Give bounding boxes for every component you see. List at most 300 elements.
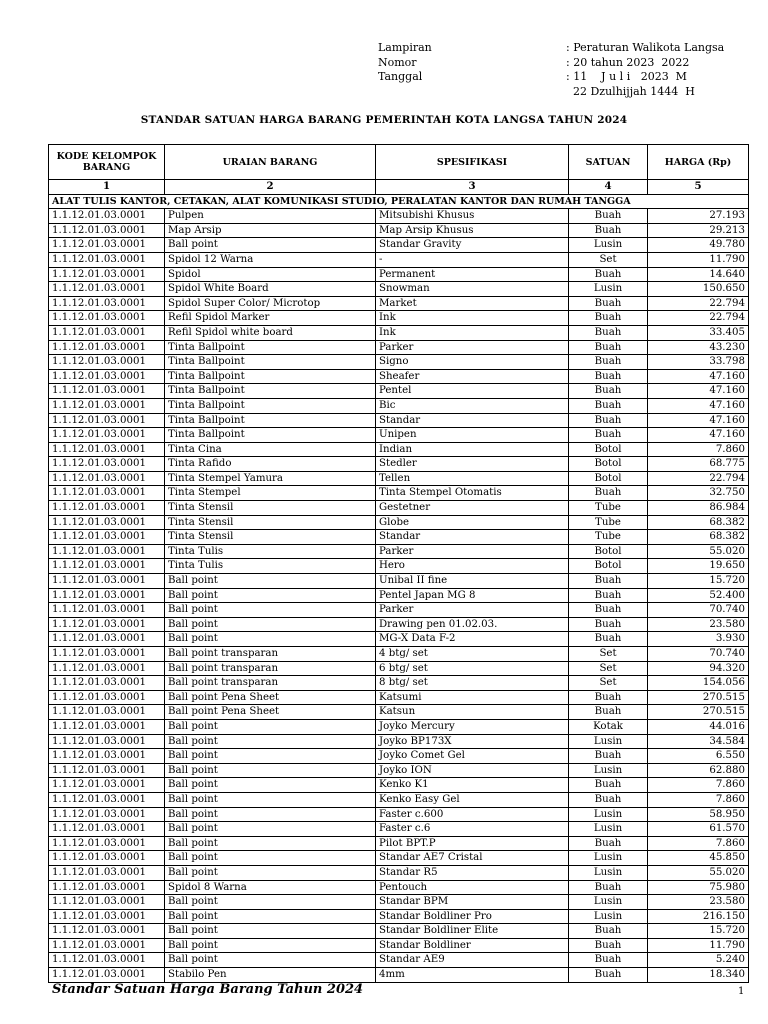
cell-satuan: Buah bbox=[569, 603, 648, 618]
cell-kode: 1.1.12.01.03.0001 bbox=[49, 705, 165, 720]
cell-kode: 1.1.12.01.03.0001 bbox=[49, 909, 165, 924]
cell-satuan: Buah bbox=[569, 223, 648, 238]
table-row bbox=[49, 632, 749, 647]
cell-harga: 14.640 bbox=[648, 267, 749, 282]
header-label: Lampiran bbox=[378, 41, 432, 54]
cell-harga: 61.570 bbox=[648, 822, 749, 837]
cell-satuan: Tube bbox=[569, 530, 648, 545]
cell-satuan: Buah bbox=[569, 632, 648, 647]
table-row bbox=[49, 763, 749, 778]
cell-kode: 1.1.12.01.03.0001 bbox=[49, 763, 165, 778]
cell-spesifikasi: MG-X Data F-2 bbox=[376, 632, 569, 647]
table-row bbox=[49, 267, 749, 282]
cell-spesifikasi: Standar AE9 bbox=[376, 953, 569, 968]
cell-kode: 1.1.12.01.03.0001 bbox=[49, 282, 165, 297]
column-number: 2 bbox=[165, 180, 376, 195]
table-row bbox=[49, 457, 749, 472]
header-label: Tanggal bbox=[378, 70, 423, 83]
document-header bbox=[378, 41, 724, 99]
table-row bbox=[49, 895, 749, 910]
cell-spesifikasi: Map Arsip Khusus bbox=[376, 223, 569, 238]
cell-satuan: Buah bbox=[569, 369, 648, 384]
cell-uraian: Ball point bbox=[165, 574, 376, 589]
cell-harga: 33.798 bbox=[648, 355, 749, 370]
cell-harga: 270.515 bbox=[648, 690, 749, 705]
cell-harga: 11.790 bbox=[648, 252, 749, 267]
cell-spesifikasi: Tinta Stempel Otomatis bbox=[376, 486, 569, 501]
cell-uraian: Tinta Ballpoint bbox=[165, 413, 376, 428]
cell-spesifikasi: Snowman bbox=[376, 282, 569, 297]
cell-harga: 70.740 bbox=[648, 603, 749, 618]
cell-uraian: Ball point bbox=[165, 895, 376, 910]
cell-spesifikasi: Parker bbox=[376, 603, 569, 618]
cell-uraian: Ball point transparan bbox=[165, 647, 376, 662]
cell-kode: 1.1.12.01.03.0001 bbox=[49, 895, 165, 910]
cell-satuan: Buah bbox=[569, 792, 648, 807]
cell-kode: 1.1.12.01.03.0001 bbox=[49, 851, 165, 866]
cell-uraian: Tinta Stempel Yamura bbox=[165, 471, 376, 486]
table-row bbox=[49, 807, 749, 822]
cell-satuan: Buah bbox=[569, 617, 648, 632]
cell-satuan: Kotak bbox=[569, 719, 648, 734]
table-row bbox=[49, 209, 749, 224]
cell-spesifikasi: Tellen bbox=[376, 471, 569, 486]
column-number: 1 bbox=[49, 180, 165, 195]
column-number: 3 bbox=[376, 180, 569, 195]
cell-kode: 1.1.12.01.03.0001 bbox=[49, 938, 165, 953]
cell-kode: 1.1.12.01.03.0001 bbox=[49, 719, 165, 734]
cell-satuan: Lusin bbox=[569, 807, 648, 822]
cell-harga: 216.150 bbox=[648, 909, 749, 924]
table-row bbox=[49, 851, 749, 866]
cell-satuan: Botol bbox=[569, 442, 648, 457]
cell-uraian: Ball point bbox=[165, 632, 376, 647]
cell-harga: 7.860 bbox=[648, 836, 749, 851]
cell-uraian: Ball point bbox=[165, 807, 376, 822]
header-value: : Peraturan Walikota Langsa bbox=[566, 41, 725, 54]
cell-spesifikasi: 8 btg/ set bbox=[376, 676, 569, 691]
column-number: 4 bbox=[569, 180, 648, 195]
cell-harga: 86.984 bbox=[648, 501, 749, 516]
cell-kode: 1.1.12.01.03.0001 bbox=[49, 311, 165, 326]
cell-satuan: Lusin bbox=[569, 282, 648, 297]
cell-spesifikasi: Joyko Mercury bbox=[376, 719, 569, 734]
column-number: 5 bbox=[648, 180, 749, 195]
cell-satuan: Buah bbox=[569, 311, 648, 326]
cell-uraian: Ball point bbox=[165, 617, 376, 632]
cell-harga: 22.794 bbox=[648, 311, 749, 326]
cell-kode: 1.1.12.01.03.0001 bbox=[49, 223, 165, 238]
category-label: ALAT TULIS KANTOR, CETAKAN, ALAT KOMUNIKASI STUDIO, PERALATAN KANTOR DAN RUMAH TANGGA bbox=[49, 194, 749, 209]
cell-harga: 47.160 bbox=[648, 413, 749, 428]
cell-harga: 150.650 bbox=[648, 282, 749, 297]
cell-satuan: Set bbox=[569, 252, 648, 267]
page-number: 1 bbox=[738, 986, 745, 997]
cell-spesifikasi: Pentouch bbox=[376, 880, 569, 895]
header-label bbox=[378, 85, 566, 100]
table-row bbox=[49, 676, 749, 691]
table-row bbox=[49, 442, 749, 457]
cell-harga: 15.720 bbox=[648, 574, 749, 589]
cell-satuan: Set bbox=[569, 647, 648, 662]
header-line bbox=[378, 41, 724, 56]
cell-uraian: Tinta Ballpoint bbox=[165, 340, 376, 355]
cell-harga: 15.720 bbox=[648, 924, 749, 939]
table-row bbox=[49, 252, 749, 267]
cell-uraian: Tinta Rafido bbox=[165, 457, 376, 472]
cell-kode: 1.1.12.01.03.0001 bbox=[49, 676, 165, 691]
cell-spesifikasi: Parker bbox=[376, 544, 569, 559]
cell-harga: 49.780 bbox=[648, 238, 749, 253]
cell-satuan: Botol bbox=[569, 471, 648, 486]
cell-spesifikasi: Standar Boldliner Elite bbox=[376, 924, 569, 939]
cell-uraian: Ball point bbox=[165, 238, 376, 253]
cell-kode: 1.1.12.01.03.0001 bbox=[49, 340, 165, 355]
cell-satuan: Buah bbox=[569, 938, 648, 953]
cell-spesifikasi: Pilot BPT.P bbox=[376, 836, 569, 851]
cell-spesifikasi: 4mm bbox=[376, 968, 569, 983]
cell-satuan: Buah bbox=[569, 778, 648, 793]
cell-spesifikasi: Standar Boldliner bbox=[376, 938, 569, 953]
cell-satuan: Lusin bbox=[569, 763, 648, 778]
cell-satuan: Buah bbox=[569, 384, 648, 399]
cell-spesifikasi: Joyko Comet Gel bbox=[376, 749, 569, 764]
cell-kode: 1.1.12.01.03.0001 bbox=[49, 865, 165, 880]
cell-satuan: Buah bbox=[569, 574, 648, 589]
cell-harga: 7.860 bbox=[648, 792, 749, 807]
cell-kode: 1.1.12.01.03.0001 bbox=[49, 661, 165, 676]
table-row bbox=[49, 690, 749, 705]
table-row bbox=[49, 865, 749, 880]
cell-harga: 47.160 bbox=[648, 369, 749, 384]
cell-harga: 154.056 bbox=[648, 676, 749, 691]
cell-uraian: Tinta Stempel bbox=[165, 486, 376, 501]
cell-kode: 1.1.12.01.03.0001 bbox=[49, 252, 165, 267]
table-row bbox=[49, 749, 749, 764]
cell-spesifikasi: Standar bbox=[376, 413, 569, 428]
cell-spesifikasi: Sheafer bbox=[376, 369, 569, 384]
cell-uraian: Tinta Stensil bbox=[165, 515, 376, 530]
cell-spesifikasi: Signo bbox=[376, 355, 569, 370]
cell-kode: 1.1.12.01.03.0001 bbox=[49, 632, 165, 647]
cell-spesifikasi: Indian bbox=[376, 442, 569, 457]
cell-kode: 1.1.12.01.03.0001 bbox=[49, 574, 165, 589]
cell-kode: 1.1.12.01.03.0001 bbox=[49, 384, 165, 399]
cell-uraian: Tinta Stensil bbox=[165, 501, 376, 516]
cell-kode: 1.1.12.01.03.0001 bbox=[49, 807, 165, 822]
cell-satuan: Buah bbox=[569, 428, 648, 443]
cell-harga: 68.775 bbox=[648, 457, 749, 472]
cell-uraian: Tinta Ballpoint bbox=[165, 355, 376, 370]
cell-uraian: Tinta Ballpoint bbox=[165, 398, 376, 413]
cell-satuan: Buah bbox=[569, 486, 648, 501]
cell-kode: 1.1.12.01.03.0001 bbox=[49, 428, 165, 443]
table-row bbox=[49, 398, 749, 413]
table-header-row bbox=[49, 145, 749, 180]
cell-satuan: Buah bbox=[569, 924, 648, 939]
cell-uraian: Map Arsip bbox=[165, 223, 376, 238]
table-row bbox=[49, 325, 749, 340]
table-row bbox=[49, 282, 749, 297]
cell-uraian: Spidol 8 Warna bbox=[165, 880, 376, 895]
table-row bbox=[49, 924, 749, 939]
cell-kode: 1.1.12.01.03.0001 bbox=[49, 296, 165, 311]
cell-spesifikasi: Pentel bbox=[376, 384, 569, 399]
cell-spesifikasi: Faster c.6 bbox=[376, 822, 569, 837]
cell-uraian: Ball point bbox=[165, 909, 376, 924]
table-row bbox=[49, 296, 749, 311]
cell-spesifikasi: Standar AE7 Cristal bbox=[376, 851, 569, 866]
header-value: 22 Dzulhijjah 1444 H bbox=[566, 84, 695, 98]
cell-satuan: Lusin bbox=[569, 909, 648, 924]
cell-spesifikasi: Kenko K1 bbox=[376, 778, 569, 793]
cell-harga: 6.550 bbox=[648, 749, 749, 764]
cell-kode: 1.1.12.01.03.0001 bbox=[49, 515, 165, 530]
table-row bbox=[49, 792, 749, 807]
cell-harga: 52.400 bbox=[648, 588, 749, 603]
table-row bbox=[49, 938, 749, 953]
table-row bbox=[49, 544, 749, 559]
cell-uraian: Refil Spidol white board bbox=[165, 325, 376, 340]
cell-uraian: Ball point bbox=[165, 953, 376, 968]
cell-spesifikasi: 6 btg/ set bbox=[376, 661, 569, 676]
table-row bbox=[49, 355, 749, 370]
cell-satuan: Set bbox=[569, 661, 648, 676]
table-row bbox=[49, 909, 749, 924]
cell-uraian: Ball point bbox=[165, 851, 376, 866]
cell-kode: 1.1.12.01.03.0001 bbox=[49, 442, 165, 457]
cell-spesifikasi: 4 btg/ set bbox=[376, 647, 569, 662]
cell-uraian: Tinta Stensil bbox=[165, 530, 376, 545]
cell-kode: 1.1.12.01.03.0001 bbox=[49, 238, 165, 253]
cell-kode: 1.1.12.01.03.0001 bbox=[49, 398, 165, 413]
cell-satuan: Buah bbox=[569, 209, 648, 224]
table-row bbox=[49, 705, 749, 720]
cell-uraian: Ball point bbox=[165, 588, 376, 603]
header-value: : 11 J u l i 2023 M bbox=[566, 70, 687, 83]
cell-harga: 29.213 bbox=[648, 223, 749, 238]
cell-satuan: Lusin bbox=[569, 734, 648, 749]
cell-kode: 1.1.12.01.03.0001 bbox=[49, 778, 165, 793]
table-row bbox=[49, 384, 749, 399]
cell-spesifikasi: - bbox=[376, 252, 569, 267]
cell-harga: 68.382 bbox=[648, 515, 749, 530]
table-row bbox=[49, 238, 749, 253]
cell-spesifikasi: Drawing pen 01.02.03. bbox=[376, 617, 569, 632]
column-number-row bbox=[49, 180, 749, 195]
cell-satuan: Buah bbox=[569, 705, 648, 720]
header-uraian: URAIAN BARANG bbox=[165, 145, 376, 180]
table-row bbox=[49, 515, 749, 530]
cell-spesifikasi: Unipen bbox=[376, 428, 569, 443]
cell-kode: 1.1.12.01.03.0001 bbox=[49, 792, 165, 807]
cell-harga: 45.850 bbox=[648, 851, 749, 866]
cell-satuan: Lusin bbox=[569, 822, 648, 837]
cell-uraian: Ball point bbox=[165, 924, 376, 939]
cell-uraian: Refil Spidol Marker bbox=[165, 311, 376, 326]
cell-kode: 1.1.12.01.03.0001 bbox=[49, 471, 165, 486]
cell-uraian: Ball point bbox=[165, 836, 376, 851]
cell-spesifikasi: Parker bbox=[376, 340, 569, 355]
table-row bbox=[49, 588, 749, 603]
cell-harga: 19.650 bbox=[648, 559, 749, 574]
table-row bbox=[49, 413, 749, 428]
cell-kode: 1.1.12.01.03.0001 bbox=[49, 457, 165, 472]
cell-spesifikasi: Pentel Japan MG 8 bbox=[376, 588, 569, 603]
cell-satuan: Buah bbox=[569, 267, 648, 282]
footer-title: Standar Satuan Harga Barang Tahun 2024 bbox=[52, 982, 364, 997]
cell-spesifikasi: Katsun bbox=[376, 705, 569, 720]
cell-kode: 1.1.12.01.03.0001 bbox=[49, 559, 165, 574]
cell-uraian: Spidol Super Color/ Microtop bbox=[165, 296, 376, 311]
cell-kode: 1.1.12.01.03.0001 bbox=[49, 690, 165, 705]
table-row bbox=[49, 369, 749, 384]
header-label: Nomor bbox=[378, 55, 417, 69]
cell-satuan: Tube bbox=[569, 501, 648, 516]
table-row bbox=[49, 574, 749, 589]
cell-satuan: Buah bbox=[569, 880, 648, 895]
table-row bbox=[49, 501, 749, 516]
cell-harga: 270.515 bbox=[648, 705, 749, 720]
cell-spesifikasi: Standar R5 bbox=[376, 865, 569, 880]
cell-uraian: Ball point Pena Sheet bbox=[165, 705, 376, 720]
cell-uraian: Ball point bbox=[165, 822, 376, 837]
cell-harga: 47.160 bbox=[648, 428, 749, 443]
cell-satuan: Buah bbox=[569, 296, 648, 311]
cell-spesifikasi: Hero bbox=[376, 559, 569, 574]
table-row bbox=[49, 822, 749, 837]
cell-kode: 1.1.12.01.03.0001 bbox=[49, 413, 165, 428]
table-row bbox=[49, 603, 749, 618]
cell-satuan: Buah bbox=[569, 968, 648, 983]
cell-harga: 33.405 bbox=[648, 325, 749, 340]
cell-uraian: Ball point bbox=[165, 778, 376, 793]
cell-kode: 1.1.12.01.03.0001 bbox=[49, 617, 165, 632]
cell-uraian: Tinta Cina bbox=[165, 442, 376, 457]
cell-uraian: Ball point bbox=[165, 865, 376, 880]
cell-uraian: Spidol 12 Warna bbox=[165, 252, 376, 267]
cell-harga: 23.580 bbox=[648, 617, 749, 632]
cell-spesifikasi: Ink bbox=[376, 325, 569, 340]
cell-satuan: Buah bbox=[569, 690, 648, 705]
cell-satuan: Lusin bbox=[569, 851, 648, 866]
table-row bbox=[49, 880, 749, 895]
cell-kode: 1.1.12.01.03.0001 bbox=[49, 880, 165, 895]
cell-harga: 55.020 bbox=[648, 865, 749, 880]
cell-harga: 68.382 bbox=[648, 530, 749, 545]
cell-uraian: Stabilo Pen bbox=[165, 968, 376, 983]
table-row bbox=[49, 836, 749, 851]
cell-harga: 18.340 bbox=[648, 968, 749, 983]
cell-kode: 1.1.12.01.03.0001 bbox=[49, 530, 165, 545]
table-row bbox=[49, 968, 749, 983]
cell-spesifikasi: Unibal II fine bbox=[376, 574, 569, 589]
table-row bbox=[49, 223, 749, 238]
table-row bbox=[49, 486, 749, 501]
table-row bbox=[49, 530, 749, 545]
cell-uraian: Ball point Pena Sheet bbox=[165, 690, 376, 705]
cell-spesifikasi: Standar bbox=[376, 530, 569, 545]
table-row bbox=[49, 778, 749, 793]
cell-harga: 22.794 bbox=[648, 471, 749, 486]
cell-harga: 47.160 bbox=[648, 398, 749, 413]
cell-satuan: Buah bbox=[569, 325, 648, 340]
cell-satuan: Buah bbox=[569, 355, 648, 370]
cell-uraian: Tinta Ballpoint bbox=[165, 369, 376, 384]
cell-spesifikasi: Globe bbox=[376, 515, 569, 530]
cell-spesifikasi: Joyko BP173X bbox=[376, 734, 569, 749]
table-row bbox=[49, 953, 749, 968]
cell-harga: 58.950 bbox=[648, 807, 749, 822]
cell-harga: 62.880 bbox=[648, 763, 749, 778]
cell-satuan: Botol bbox=[569, 544, 648, 559]
cell-kode: 1.1.12.01.03.0001 bbox=[49, 486, 165, 501]
cell-harga: 5.240 bbox=[648, 953, 749, 968]
cell-uraian: Tinta Ballpoint bbox=[165, 384, 376, 399]
cell-kode: 1.1.12.01.03.0001 bbox=[49, 647, 165, 662]
cell-uraian: Ball point bbox=[165, 763, 376, 778]
cell-harga: 27.193 bbox=[648, 209, 749, 224]
header-line bbox=[378, 85, 724, 100]
cell-uraian: Spidol bbox=[165, 267, 376, 282]
cell-kode: 1.1.12.01.03.0001 bbox=[49, 588, 165, 603]
cell-kode: 1.1.12.01.03.0001 bbox=[49, 924, 165, 939]
cell-uraian: Ball point transparan bbox=[165, 661, 376, 676]
cell-satuan: Buah bbox=[569, 836, 648, 851]
cell-uraian: Pulpen bbox=[165, 209, 376, 224]
cell-harga: 55.020 bbox=[648, 544, 749, 559]
cell-harga: 11.790 bbox=[648, 938, 749, 953]
cell-harga: 32.750 bbox=[648, 486, 749, 501]
cell-spesifikasi: Joyko ION bbox=[376, 763, 569, 778]
cell-spesifikasi: Kenko Easy Gel bbox=[376, 792, 569, 807]
cell-spesifikasi: Faster c.600 bbox=[376, 807, 569, 822]
header-kode: KODE KELOMPOK BARANG bbox=[49, 145, 165, 180]
cell-harga: 94.320 bbox=[648, 661, 749, 676]
cell-uraian: Ball point bbox=[165, 734, 376, 749]
cell-satuan: Tube bbox=[569, 515, 648, 530]
cell-harga: 23.580 bbox=[648, 895, 749, 910]
cell-uraian: Ball point bbox=[165, 938, 376, 953]
header-harga: HARGA (Rp) bbox=[648, 145, 749, 180]
cell-satuan: Buah bbox=[569, 953, 648, 968]
cell-spesifikasi: Gestetner bbox=[376, 501, 569, 516]
cell-uraian: Ball point bbox=[165, 792, 376, 807]
table-row bbox=[49, 719, 749, 734]
cell-harga: 7.860 bbox=[648, 442, 749, 457]
cell-kode: 1.1.12.01.03.0001 bbox=[49, 734, 165, 749]
cell-spesifikasi: Bic bbox=[376, 398, 569, 413]
cell-kode: 1.1.12.01.03.0001 bbox=[49, 267, 165, 282]
header-line bbox=[378, 70, 724, 85]
cell-satuan: Buah bbox=[569, 413, 648, 428]
cell-satuan: Buah bbox=[569, 340, 648, 355]
cell-spesifikasi: Ink bbox=[376, 311, 569, 326]
header-spesifikasi: SPESIFIKASI bbox=[376, 145, 569, 180]
cell-kode: 1.1.12.01.03.0001 bbox=[49, 369, 165, 384]
cell-satuan: Set bbox=[569, 676, 648, 691]
cell-satuan: Buah bbox=[569, 749, 648, 764]
cell-harga: 3.930 bbox=[648, 632, 749, 647]
cell-satuan: Lusin bbox=[569, 238, 648, 253]
table-row bbox=[49, 647, 749, 662]
table-row bbox=[49, 428, 749, 443]
cell-kode: 1.1.12.01.03.0001 bbox=[49, 836, 165, 851]
cell-kode: 1.1.12.01.03.0001 bbox=[49, 325, 165, 340]
cell-kode: 1.1.12.01.03.0001 bbox=[49, 822, 165, 837]
cell-kode: 1.1.12.01.03.0001 bbox=[49, 953, 165, 968]
cell-uraian: Spidol White Board bbox=[165, 282, 376, 297]
